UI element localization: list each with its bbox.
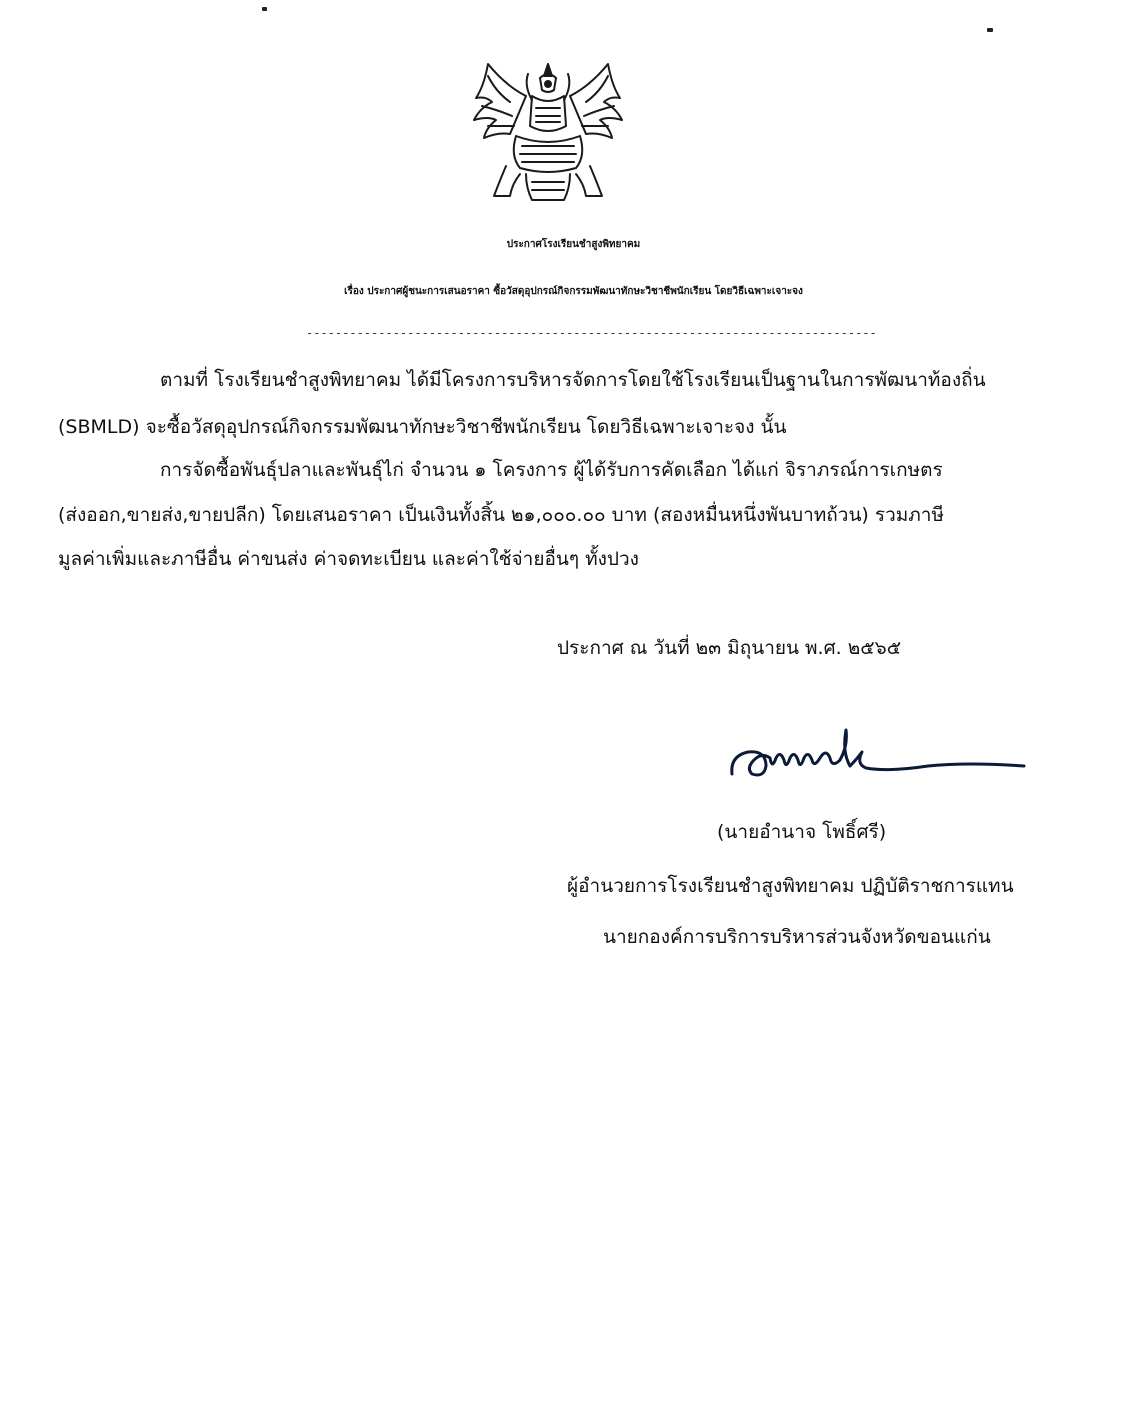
document-subject: เรื่อง ประกาศผู้ชนะการเสนอราคา ซื้อวัสดุอุปกรณ์กิจกรรมพัฒนาทักษะวิชาชีพนักเรียน โดยวิธีเฉพาะเจาะจง (344, 286, 803, 297)
body-paragraph-2-line-2: (ส่งออก,ขายส่ง,ขายปลีก) โดยเสนอราคา เป็นเงินทั้งสิ้น ๒๑,๐๐๐.๐๐ บาท (สองหมื่นหนึ่งพันบาทถ้วน) รวมภาษี (58, 504, 944, 526)
body-paragraph-2-line-1: การจัดซื้อพันธุ์ปลาและพันธุ์ไก่ จำนวน ๑ โครงการ ผู้ได้รับการคัดเลือก ได้แก่ จิราภรณ์การเกษตร (160, 459, 943, 481)
body-paragraph-2-line-3: มูลค่าเพิ่มและภาษีอื่น ค่าขนส่ง ค่าจดทะเบียน และค่าใช้จ่ายอื่นๆ ทั้งปวง (58, 548, 639, 570)
header-divider: ------------------------------------------------------------------------------- (306, 326, 877, 340)
body-paragraph-1-line-1: ตามที่ โรงเรียนชำสูงพิทยาคม ได้มีโครงการบริหารจัดการโดยใช้โรงเรียนเป็นฐานในการพัฒนาท้องถิ่น (160, 369, 986, 391)
announcement-date: ประกาศ ณ วันที่ ๒๓ มิถุนายน พ.ศ. ๒๕๖๕ (557, 637, 902, 659)
garuda-emblem-icon (466, 56, 630, 206)
body-paragraph-1-line-2: (SBMLD) จะซื้อวัสดุอุปกรณ์กิจกรรมพัฒนาทักษะวิชาชีพนักเรียน โดยวิธีเฉพาะเจาะจง นั้น (58, 416, 787, 438)
scan-speck (987, 28, 993, 32)
signatory-position-line-2: นายกองค์การบริการบริหารส่วนจังหวัดขอนแก่น (603, 926, 991, 948)
document-title: ประกาศโรงเรียนชำสูงพิทยาคม (506, 239, 641, 250)
handwritten-signature-icon (728, 722, 1028, 792)
signatory-position-line-1: ผู้อำนวยการโรงเรียนชำสูงพิทยาคม ปฏิบัติราชการแทน (567, 875, 1014, 897)
scan-speck (262, 7, 267, 11)
signatory-name: (นายอำนาจ โพธิ์ศรี) (717, 821, 887, 843)
